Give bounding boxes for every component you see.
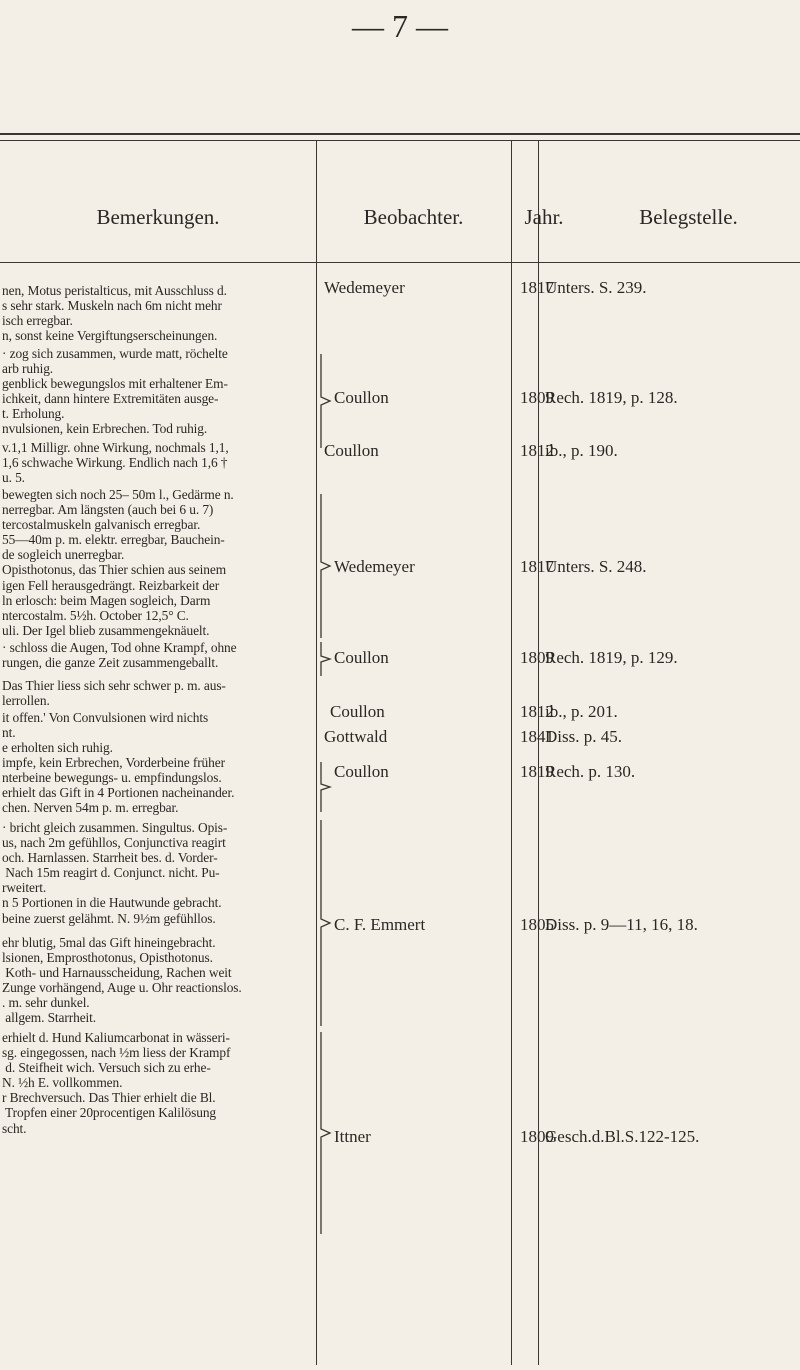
reference-text: Rech. 1819, p. 129. [545,648,678,667]
observer-name: Gottwald [324,727,388,746]
reference-text: ib., p. 190. [545,441,618,460]
observer-name: Coullon [334,388,389,407]
reference-text: Unters. S. 248. [545,557,647,576]
year-value: 1809 [520,648,554,667]
remark-block: e erholten sich ruhig. impfe, kein Erbrechen, Vorderbeine früher nterbeine bewegungs- u. empfindungslos. erhielt das Gift in 4 Portionen nacheinander. chen. Nerven 54m p. m. erregbar. [2,740,235,816]
header-remarks: Bemerkungen. [96,205,220,229]
observer-name: Wedemeyer [324,278,405,297]
header-bottom-rule [0,262,800,263]
year-value: 1817 [520,557,554,576]
page-number: — 7 — [352,8,448,44]
column-divider [511,140,512,1365]
reference-text: Rech. p. 130. [545,762,636,781]
remark-block: Das Thier liess sich sehr schwer p. m. aus- lerrollen. [2,678,226,709]
column-divider [316,140,317,1365]
brace [318,1030,332,1236]
reference-text: Unters. S. 239. [545,278,647,297]
year-value: 1809 [520,1127,554,1146]
remark-block: nen, Motus peristalticus, mit Ausschluss d. s sehr stark. Muskeln nach 6m nicht mehr isch erregbar. n, sonst keine Vergiftungserscheinungen. [2,283,227,344]
header-observer: Beobachter. [363,205,464,229]
header-year: Jahr. [524,205,564,229]
reference-text: Gesch.d.Bl.S.122-125. [545,1127,700,1146]
observer-name: Coullon [324,441,379,460]
year-value: 1812 [520,702,554,721]
year-value: 1812 [520,441,554,460]
observer-name: Coullon [334,648,389,667]
brace [318,352,332,450]
observer-name: Wedemeyer [334,557,415,576]
year-value: 1841 [520,727,554,746]
reference-text: Diss. p. 45. [545,727,622,746]
year-value: 1809 [520,388,554,407]
reference-text: Rech. 1819, p. 128. [545,388,678,407]
observer-name: Coullon [334,762,389,781]
observer-name: Coullon [330,702,385,721]
observer-name: Ittner [334,1127,371,1146]
remark-block: bewegten sich noch 25– 50m l., Gedärme n. nerregbar. Am längsten (auch bei 6 u. 7) tercostalmuskeln galvanisch erregbar. 55—40m p. m. elektr. erregbar, Bauchein- de sogleich unerregbar. Opisthotonus, das Thier schien aus seinem igen Fell herausgedrängt. Reizbarkeit der ln erlosch: beim Magen sogleich, Darm ntercostalm. 5½h. October 12,5° C. uli. Der Igel blieb zusammengeknäuelt. [2,487,234,638]
table-top-rule [0,133,800,135]
brace [318,492,332,640]
brace [318,640,332,678]
remark-block: · schloss die Augen, Tod ohne Krampf, ohne rungen, die ganze Zeit zusammengeballt. [2,640,237,671]
year-value: 1817 [520,278,554,297]
brace [318,760,332,814]
column-divider [538,140,539,1365]
brace [318,818,332,1028]
remark-block: · bricht gleich zusammen. Singultus. Opis- us, nach 2m gefühllos, Conjunctiva reagirt och. Harnlassen. Starrheit bes. d. Vorder- Nach 15m reagirt d. Conjunct. nicht. Pu- rweitert. n 5 Portionen in die Hautwunde gebracht. beine zuerst gelähmt. N. 9½m gefühllos. [2,820,228,926]
remark-block: · zog sich zusammen, wurde matt, röchelte arb ruhig. genblick bewegungslos mit erhaltener Em- ichkeit, dann hintere Extremitäten ausge- t. Erholung. nvulsionen, kein Erbrechen. Tod ruhig. [2,346,228,437]
reference-text: Diss. p. 9—11, 16, 18. [545,915,698,934]
remark-block: v.1,1 Milligr. ohne Wirkung, nochmals 1,1, 1,6 schwache Wirkung. Endlich nach 1,6 † u. 5. [2,440,229,486]
year-value: 1819 [520,762,554,781]
remark-block: it offen.' Von Convulsionen wird nichts nt. [2,710,209,741]
remark-block: ehr blutig, 5mal das Gift hineingebracht. lsionen, Emprosthotonus, Opisthotonus. Koth- und Harnausscheidung, Rachen weit Zunge vorhängend, Auge u. Ohr reactionslos. . m. sehr dunkel. allgem. Starrheit. [2,935,242,1026]
header-reference: Belegstelle. [639,205,738,229]
year-value: 1805 [520,915,554,934]
observer-name: C. F. Emmert [334,915,426,934]
table-top-rule-inner [0,140,800,141]
remark-block: erhielt d. Hund Kaliumcarbonat in wässeri- sg. eingegossen, nach ½m liess der Krampf d. Steifheit wich. Versuch sich zu erhe- N. ½h E. vollkommen. r Brechversuch. Das Thier erhielt die Bl. Tropfen einer 20procentigen Kalilösung scht. [2,1030,231,1136]
reference-text: ib., p. 201. [545,702,618,721]
